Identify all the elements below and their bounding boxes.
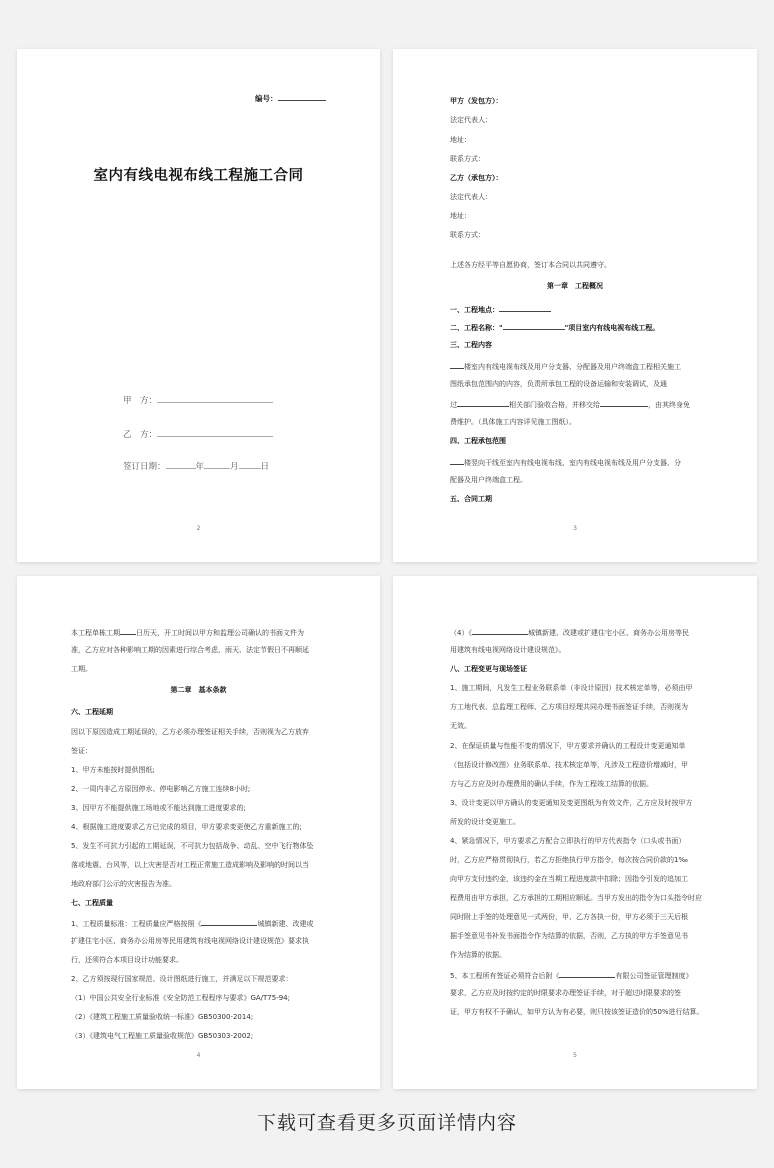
paragraph-line: 5、本工程所有签证必须符合后附《 有限公司签证管理制度》 — [450, 972, 693, 980]
party-a-address: 地址： — [450, 136, 471, 144]
sign-date-row — [123, 460, 269, 472]
section-heading: 三、工程内容 — [450, 341, 492, 349]
paragraph-line: 证，甲方有权不予确认，如甲方认为有必要，则只按该签证造价的50%进行结算。 — [450, 1008, 704, 1016]
paragraph-line: （包括设计修改图）业务联系单、技术核定单等，凡涉及工程造价增减时，甲 — [450, 761, 688, 769]
party-a-contact: 联系方式： — [450, 155, 485, 163]
agreement-statement: 上述各方经平等自愿协商，签订本合同以共同遵守。 — [450, 261, 611, 269]
paragraph-line: 扩建住宅小区、商务办公用房等民用建筑有线电视网络设计建设规范》要求执 — [71, 937, 309, 945]
party-b-label: 乙 方： — [123, 430, 158, 440]
year-label: 年 — [195, 462, 205, 472]
paragraph-line: 3、设计变更以甲方确认的变更通知及变更图纸为有效文件，乙方应及时按甲方 — [450, 799, 693, 807]
paragraph-line: 工期。 — [71, 665, 92, 673]
section-heading: 一、工程地点： — [450, 304, 551, 315]
paragraph-line: 时，乙方应严格贯彻执行，若乙方拒绝执行甲方指令，每次按合同价款的1‰ — [450, 856, 688, 864]
year-blank — [166, 461, 196, 469]
paragraph-line: （3）《建筑电气工程施工质量验收规范》GB50303-2002; — [71, 1032, 254, 1040]
party-a-row — [123, 394, 273, 406]
contract-page-terms — [17, 576, 380, 1089]
section-heading: 六、工程延期 — [71, 708, 113, 716]
party-a-label: 甲 方： — [123, 396, 158, 406]
party-b-row — [123, 428, 273, 440]
paragraph-line: 2、一周内非乙方原因停水、停电影响乙方施工连续8小时; — [71, 785, 251, 793]
paragraph-line: （2）《建筑工程施工质量验收统一标准》GB50300-2014; — [71, 1013, 254, 1021]
party-a-rep: 法定代表人： — [450, 116, 492, 124]
day-blank — [239, 461, 261, 469]
paragraph-line: 无效。 — [450, 722, 471, 730]
paragraph-line: 3、因甲方不能提供施工场地或不能达到施工进度要求的; — [71, 804, 246, 812]
paragraph-line: 落或地震、台风等，以上灾害是否对工程正常施工造成影响及影响的时间以当 — [71, 861, 309, 869]
paragraph-line: 因以下原因造成工期延误的，乙方必须办理签证相关手续，否则视为乙方放弃 — [71, 728, 309, 736]
paragraph-line: （4）《 城镇新建、改建或扩建住宅小区、商务办公用房等民 — [450, 629, 689, 637]
paragraph-line: 要求，乙方应及时按约定的时限要求办理签证手续，对于超过时限要求的签 — [450, 989, 681, 997]
page-number: 3 — [573, 525, 577, 532]
paragraph-line: 方工地代表、总监理工程师、乙方项目经理共同办理书面签证手续，否则视为 — [450, 703, 688, 711]
paragraph-line: 1、甲方未能按时提供图纸; — [71, 766, 155, 774]
paragraph-line: 1、施工期间，凡发生工程业务联系单（非设计原因）技术核定单等，必须由甲 — [450, 684, 693, 692]
paragraph-line: 程费用由甲方承担，乙方承担的工期相应顺延。当甲方发出的指令为口头指令时应 — [450, 894, 702, 902]
month-blank — [204, 461, 230, 469]
section-heading: 四、工程承包范围 — [450, 437, 506, 445]
paragraph-line: 4、紧急情况下，甲方要求乙方配合立即执行的甲方代表指令（口头或书面） — [450, 837, 686, 845]
section-heading: 五、合同工期 — [450, 495, 492, 503]
paragraph-line: 据手签意见书补发书面指令作为结算的依据，否则，乙方执的甲方手签意见书 — [450, 932, 688, 940]
chapter-heading: 第一章 工程概况 — [547, 282, 603, 290]
paragraph-line: 2、在保证质量与性能不变的情况下，甲方要求并确认的工程设计变更通知单 — [450, 742, 686, 750]
download-more-caption[interactable]: 下载可查看更多页面详情内容 — [256, 1112, 517, 1134]
paragraph-line: 楼竖向干线至室内有线电视布线、室内有线电视布线及用户分支器、分 — [450, 457, 681, 468]
paragraph-line: 用建筑有线电视网络设计建设规范》。 — [450, 646, 566, 654]
contract-page-cover — [17, 49, 380, 562]
party-b-contact: 联系方式： — [450, 231, 485, 239]
contract-title: 室内有线电视布线工程施工合同 — [93, 168, 304, 184]
party-b-rep: 法定代表人： — [450, 193, 492, 201]
paragraph-line: 作为结算的依据。 — [450, 951, 506, 959]
section-heading: 八、工程变更与现场签证 — [450, 665, 527, 673]
paragraph-line: 本工程单栋工期 日历天，开工时间以甲方和监理公司确认的书面文件为 — [71, 629, 304, 637]
paragraph-line: 楼室内有线电视布线及用户分支器、分配器及用户终端盒工程相关施工 — [450, 361, 681, 372]
party-a-blank — [157, 395, 273, 403]
paragraph-line: 所发的设计变更施工。 — [450, 818, 520, 826]
paragraph-line: 4、根据施工进度要求乙方已完成的项目，甲方要求变更使乙方重新施工的; — [71, 823, 302, 831]
paragraph-line: 同时附上手签的处理意见一式两份，甲、乙方各执一份，甲方必须于三天后根 — [450, 913, 688, 921]
paragraph-line: 5、发生不可抗力引起的工期延误，不可抗力包括战争、动乱、空中飞行物体坠 — [71, 842, 314, 850]
paragraph-line: 配器及用户终端盒工程。 — [450, 476, 527, 484]
contract-number-blank — [278, 93, 326, 101]
party-a-heading: 甲方（发包方）： — [450, 97, 503, 105]
paragraph-line: 向甲方支付违约金，该违约金在当期工程进度款中扣除；因指令引发的追加工 — [450, 875, 688, 883]
page-number: 4 — [196, 1052, 201, 1059]
paragraph-line: 行，还须符合本项目设计功能要求。 — [71, 956, 183, 964]
paragraph-line: 2、乙方须按现行国家规范、设计图纸进行施工，并满足以下规范要求： — [71, 975, 293, 983]
paragraph-line: （1）中国公共安全行业标准《安全防范工程程序与要求》GA/T75-94; — [71, 994, 290, 1002]
day-label: 日 — [260, 462, 270, 472]
party-b-heading: 乙方（承包方）： — [450, 174, 503, 182]
page-number: 5 — [573, 1052, 577, 1059]
sign-date-label: 签订日期： — [123, 462, 166, 472]
contract-page-parties — [393, 49, 757, 562]
paragraph-line: 方与乙方应及时办理费用的确认手续，作为工程竣工结算的依据。 — [450, 780, 653, 788]
party-b-blank — [157, 429, 273, 437]
paragraph-line: 费维护。（具体施工内容详见施工图纸）。 — [450, 418, 576, 426]
contract-number-row — [255, 93, 326, 104]
page-number: 2 — [196, 525, 201, 532]
month-label: 月 — [230, 462, 239, 472]
section-heading: 二、工程名称：" "项目室内有线电视布线工程。 — [450, 324, 660, 332]
paragraph-line: 图纸承包范围内的内容，负责所承包工程的设备运输和安装调试，及通 — [450, 380, 667, 388]
contract-number-label: 编号： — [255, 94, 278, 103]
chapter-heading: 第二章 基本条款 — [170, 686, 227, 694]
party-b-address: 地址： — [450, 212, 471, 220]
contract-page-changes — [393, 576, 757, 1089]
section-heading: 七、工程质量 — [71, 899, 113, 907]
paragraph-line: 地政府部门公示的灾害报告为准。 — [71, 880, 176, 888]
paragraph-line: 签证： — [71, 747, 92, 755]
paragraph-line: 1、工程质量标准：工程质量应严格按照《 城镇新建、改建或 — [71, 920, 314, 928]
paragraph-line: 准，乙方应对各种影响工期的因素进行综合考虑，雨天、法定节假日不再顺延 — [71, 646, 309, 654]
paragraph-line: 过 相关部门验收合格，并移交给 ，由其终身免 — [450, 401, 690, 409]
